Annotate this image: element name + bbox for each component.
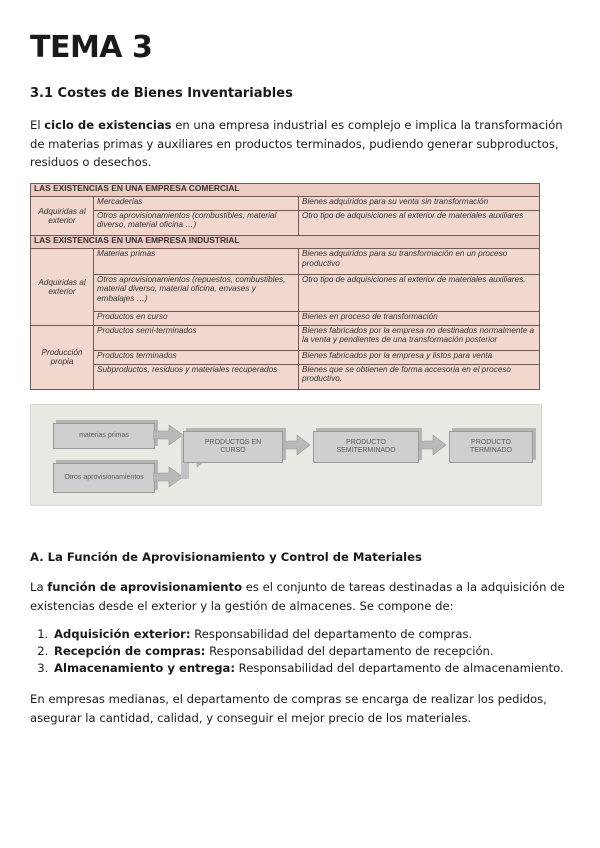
list-item: 3. Almacenamiento y entrega: Responsabilidad del departamento de almacenamiento. — [52, 660, 572, 677]
table-row: Otros aprovisionamientos (combustibles, material diverso, material oficina …) Otro tipo de adquisiciones al exterior de materiales auxiliares — [31, 210, 540, 235]
box-producto-terminado: PRODUCTO TERMINADO — [449, 431, 533, 463]
list-item: 1. Adquisición exterior: Responsabilidad del departamento de compras. — [52, 626, 572, 643]
table-row: Producción propia Productos semi-terminados Bienes fabricados por la empresa no destinados normalmente a la venta y pendientes de una transformación posterior — [31, 325, 540, 350]
row-label: Producción propia — [31, 325, 94, 389]
section-heading: 3.1 Costes de Bienes Inventariables — [30, 86, 293, 101]
existencias-flow-diagram — [30, 404, 542, 506]
existencias-table-image — [30, 183, 540, 390]
table-header-comercial: LAS EXISTENCIAS EN UNA EMPRESA COMERCIAL — [31, 184, 540, 197]
table-row: Subproductos, residuos y materiales recuperados Bienes que se obtienen de forma accesoria en el proceso productivo. — [31, 364, 540, 390]
arrow-icon — [285, 433, 311, 457]
table-row: Productos en curso Bienes en proceso de transformación — [31, 312, 540, 325]
page-title: TEMA 3 — [30, 30, 153, 65]
box-producto-semiterminado: PRODUCTO SEMITERMINADO — [313, 431, 419, 463]
table-row: Adquiridas al exterior Materias primas Bienes adquiridos para su transformación en un proceso productivo — [31, 249, 540, 274]
box-materias-primas: materias primas — [53, 423, 155, 449]
row-label: Adquiridas al exterior — [31, 249, 94, 325]
aprov-paragraph: La función de aprovisionamiento es el conjunto de tareas destinadas a la adquisición de existencias desde el exterior y la gestión de almacenes. Se compone de: — [30, 580, 565, 613]
existencias-table — [30, 183, 540, 390]
table-header-industrial: LAS EXISTENCIAS EN UNA EMPRESA INDUSTRIAL — [31, 236, 540, 249]
subsection-heading: A. La Función de Aprovisionamiento y Control de Materiales — [30, 550, 422, 564]
row-label: Adquiridas al exterior — [31, 197, 94, 236]
box-otros-aprovisionamientos: Otros aprovisionamientos — [53, 463, 155, 493]
table-row: Productos terminados Bienes fabricados por la empresa y listos para venta — [31, 351, 540, 364]
closing-paragraph: En empresas medianas, el departamento de compras se encarga de realizar los pedidos, asegurar la cantidad, calidad, y conseguir el mejor precio de los materiales. — [30, 692, 547, 725]
box-productos-en-curso: PRODUCTOS EN CURSO — [183, 431, 283, 463]
arrow-icon — [153, 425, 183, 445]
table-row: Otros aprovisionamientos (repuestos, combustibles, material diverso, material oficina, envases y embalajes …) Otro tipo de adquisiciones al exterior de materiales auxiliares. — [31, 274, 540, 312]
table-row: Adquiridas al exterior Mercaderías Bienes adquiridos para su venta sin transformación — [31, 197, 540, 210]
arrow-icon — [153, 467, 183, 487]
arrow-icon — [421, 433, 447, 457]
intro-bold-term: ciclo de existencias — [44, 118, 172, 132]
aprov-bold-term: función de aprovisionamiento — [47, 580, 243, 594]
intro-paragraph: El ciclo de existencias en una empresa industrial es complejo e implica la transformación de materias primas y auxiliares en productos terminados, pudiendo generar subproductos, residuos o desechos. — [30, 118, 563, 169]
list-item: 2. Recepción de compras: Responsabilidad del departamento de recepción. — [52, 643, 572, 660]
steps-list — [30, 626, 572, 677]
